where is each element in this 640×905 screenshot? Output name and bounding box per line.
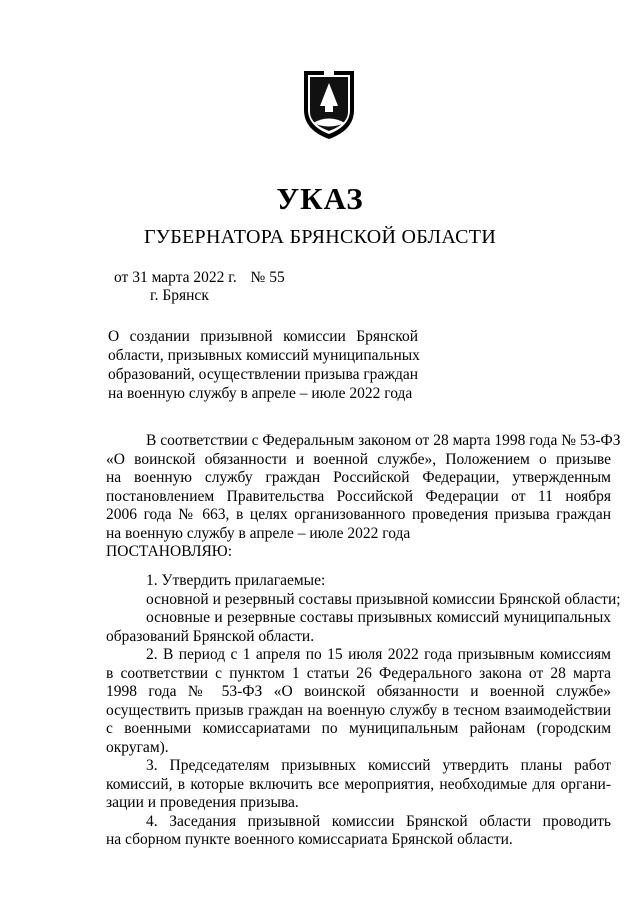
decree-items: [106, 572, 621, 850]
text-line: 3. Председателям призывных комиссий утвердить планы работ: [146, 757, 611, 774]
text-line: на военную службу граждан Российской Федерации, утвержденным: [106, 469, 611, 486]
subject-line: на военную службу в апреле – июле 2022 года: [108, 385, 413, 402]
document-subtitle: ГУБЕРНАТОРА БРЯНСКОЙ ОБЛАСТИ: [143, 226, 497, 248]
document-city: г. Брянск: [150, 287, 209, 304]
document-date: 31 марта 2022 г.: [132, 269, 237, 286]
text-line: основной и резервный составы призывной комиссии Брянской области;: [146, 590, 621, 608]
text-line: образований Брянской области.: [106, 627, 315, 645]
date-prefix: от: [114, 269, 129, 286]
document-subject: [108, 327, 418, 403]
text-line: зации и проведения призыва.: [106, 794, 299, 811]
text-line: округам).: [106, 738, 169, 756]
subject-line: О создании призывной комиссии Брянской: [108, 328, 418, 345]
text-line: на сборном пункте военного комиссариата Брянской области.: [106, 831, 513, 848]
document-date-number: [114, 269, 285, 287]
text-line: В соответствии с Федеральным законом от 28 марта 1998 года № 53-ФЗ: [146, 432, 621, 449]
text-line: 2. В период с 1 апреля по 15 июля 2022 года призывным комиссиям: [146, 646, 611, 663]
text-line: постановлением Правительства Российской Федерации от 11 ноября: [106, 487, 611, 505]
decree-word: ПОСТАНОВЛЯЮ:: [106, 543, 233, 560]
text-line: с военными комиссариатами по муниципальным районам (городским: [106, 720, 611, 737]
text-line: 1. Утвердить прилагаемые:: [146, 572, 326, 589]
text-line: комиссий, в которые включить все мероприятия, необходимые для органи-: [106, 775, 611, 793]
text-line: осуществить призыв граждан на военную службу в тесном взаимодействии: [106, 701, 611, 719]
document-number: 55: [269, 269, 285, 286]
text-line: в соответствии с пунктом 1 статьи 26 Федерального закона от 28 марта: [106, 664, 611, 682]
text-line: «О воинской обязанности и военной службе», Положением о призыве: [106, 450, 611, 468]
subject-line: области, призывных комиссий муниципальных: [108, 347, 420, 364]
subject-line: образований, осуществлении призыва граждан: [108, 366, 419, 383]
text-line: 4. Заседания призывной комиссии Брянской области проводить: [146, 812, 611, 830]
preamble: [106, 432, 621, 562]
document-title: УКАЗ: [276, 181, 364, 216]
text-line: на военную службу в апреле – июле 2022 года: [106, 524, 411, 542]
number-sign: №: [250, 269, 266, 286]
coat-of-arms-icon: [300, 68, 358, 142]
text-line: 2006 года № 663, в целях организованного проведения призыва граждан: [106, 506, 611, 523]
text-line: 1998 года № 53-ФЗ «О воинской обязанности и военной службе»: [106, 683, 611, 700]
text-line: основные и резервные составы призывных комиссий муниципальных: [146, 609, 611, 626]
